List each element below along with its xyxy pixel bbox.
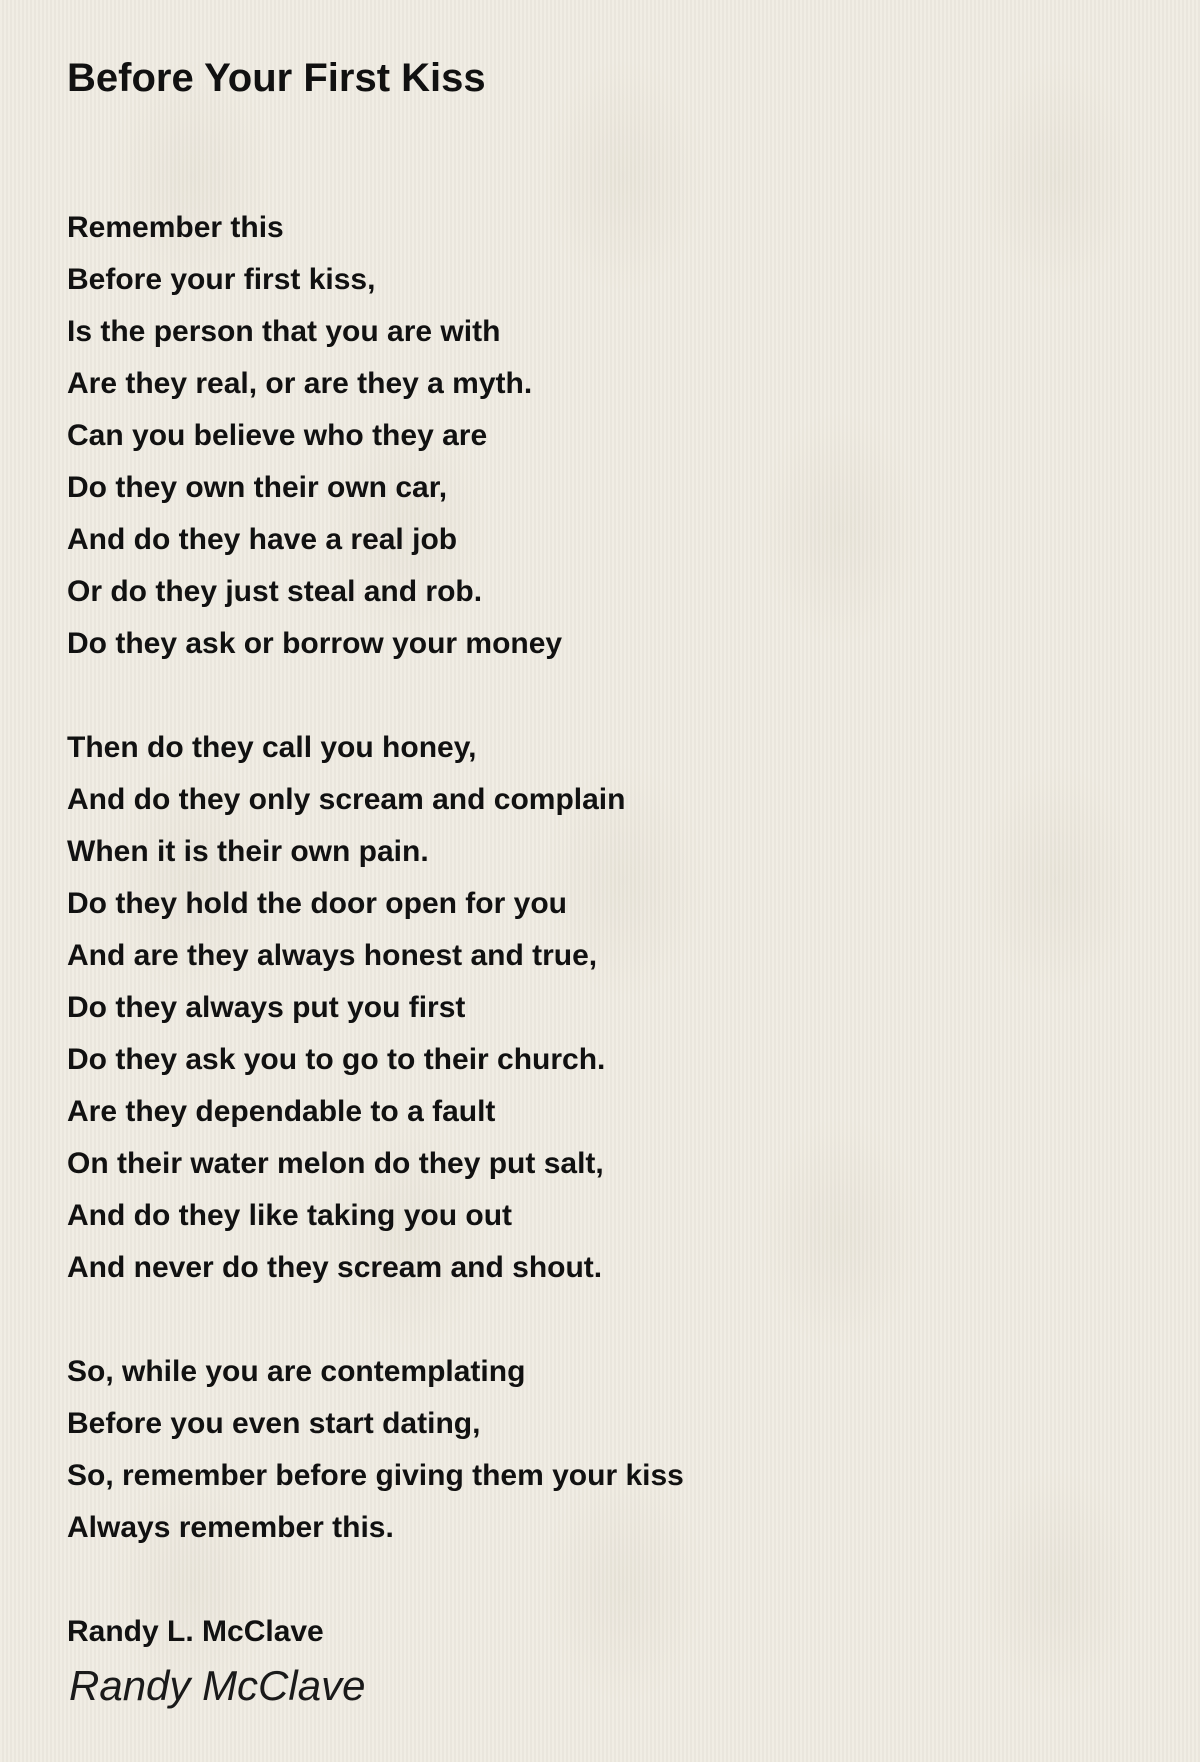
stanza-1 — [67, 202, 1147, 670]
poem-line: Before you even start dating, — [67, 1407, 481, 1440]
poem-line: Always remember this. — [67, 1511, 394, 1544]
poem-line: Do they own their own car, — [67, 471, 448, 504]
poem-line: Do they hold the door open for you — [67, 887, 567, 920]
poem-line: Do they ask or borrow your money — [67, 627, 563, 660]
poem-line: So, remember before giving them your kiss — [67, 1459, 684, 1492]
poem-line: Before your first kiss, — [67, 263, 376, 296]
poem-line: Do they always put you first — [67, 991, 466, 1024]
poem-line: Can you believe who they are — [67, 419, 488, 452]
stanza-3 — [67, 1346, 1147, 1554]
poem-title: Before Your First Kiss — [67, 56, 486, 100]
poem-line: And do they only scream and complain — [67, 783, 626, 816]
poem-line: Do they ask you to go to their church. — [67, 1043, 606, 1076]
poem-line: Are they real, or are they a myth. — [67, 367, 533, 400]
poem-author: Randy L. McClave — [67, 1615, 324, 1648]
poem-body — [67, 202, 1147, 1658]
author-signature: Randy McClave — [69, 1662, 366, 1709]
poem-page — [67, 50, 1147, 1658]
poem-line: And do they like taking you out — [67, 1199, 513, 1232]
poem-line: And never do they scream and shout. — [67, 1251, 603, 1284]
poem-line: Are they dependable to a fault — [67, 1095, 496, 1128]
poem-line: On their water melon do they put salt, — [67, 1147, 604, 1180]
poem-line: Remember this — [67, 211, 284, 244]
poem-line: When it is their own pain. — [67, 835, 429, 868]
poem-line: So, while you are contemplating — [67, 1355, 526, 1388]
poem-line: And do they have a real job — [67, 523, 458, 556]
poem-line: Is the person that you are with — [67, 315, 501, 348]
poem-line: And are they always honest and true, — [67, 939, 598, 972]
poem-line: Or do they just steal and rob. — [67, 575, 483, 608]
stanza-2 — [67, 722, 1147, 1294]
poem-line: Then do they call you honey, — [67, 731, 477, 764]
